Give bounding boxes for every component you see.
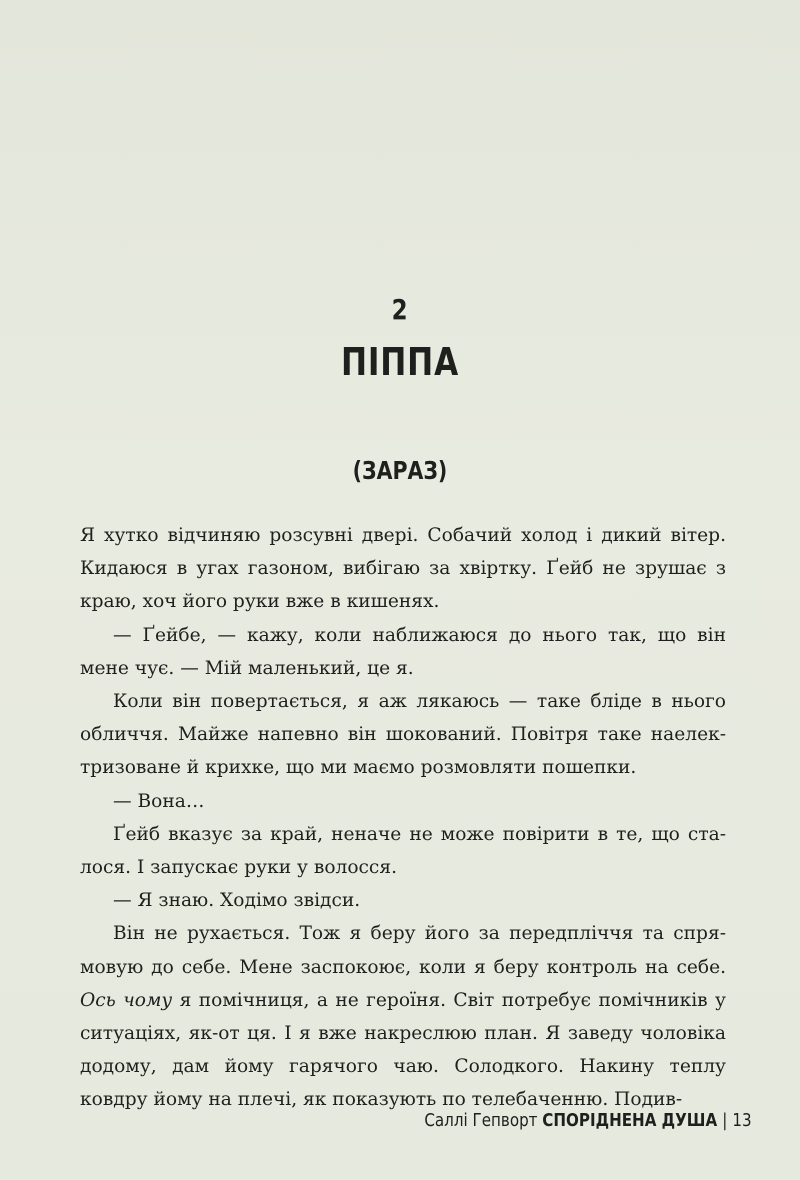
footer-separator: | <box>722 1110 728 1131</box>
emphasized-text: Ось чому <box>80 989 173 1011</box>
paragraph: Я хутко відчиняю розсувні двері. Собачий холод і дикий вітер. Кидаюся в угах газоном, вибігаю за хвіртку. Ґейб не зрушає з краю, хоч його руки вже в кишенях. <box>80 525 726 613</box>
paragraph-text: я помічниця, а не героїня. Світ потребує помічників у ситуаціях, як-от ця. І я вже накреслюю план. Я заведу чоловіка додому, дам йому гарячого чаю. Солодкого. Накину теплу ковдру йому на плечі, як показують по телебаченню. Подив- <box>80 989 726 1111</box>
paragraph: — Я знаю. Ходімо звідси. <box>113 890 361 912</box>
paragraph: — Ґейбе, — кажу, коли наближаюся до нього так, що він мене чує. — Мій маленький, це я. <box>80 624 726 679</box>
chapter-title: ПІППА <box>340 340 460 384</box>
paragraph-text: Він не рухається. Тож я беру його за передпліччя та спрямовую до себе. Мене заспокоює, коли я беру контроль на себе. <box>80 923 726 978</box>
chapter-number: 2 <box>391 293 409 326</box>
page-number: 13 <box>732 1110 752 1131</box>
body-text <box>80 519 726 1117</box>
paragraph: — Вона… <box>113 790 205 812</box>
chapter-subtitle: (ЗАРАЗ) <box>352 456 448 485</box>
running-footer <box>425 1110 752 1131</box>
paragraph: Ґейб вказує за край, неначе не може повірити в те, що сталося. І запускає руки у волосся. <box>80 823 726 879</box>
paragraph: Коли він повертається, я аж лякаюсь — таке бліде в нього обличчя. Майже напевно він шокований. Повітря таке наелектризоване й крихке, що ми маємо розмовляти пошепки. <box>80 691 726 779</box>
footer-book-title: СПОРІДНЕНА ДУША <box>542 1110 718 1131</box>
footer-author: Саллі Гепворт <box>424 1110 538 1131</box>
paragraph <box>80 917 726 1116</box>
